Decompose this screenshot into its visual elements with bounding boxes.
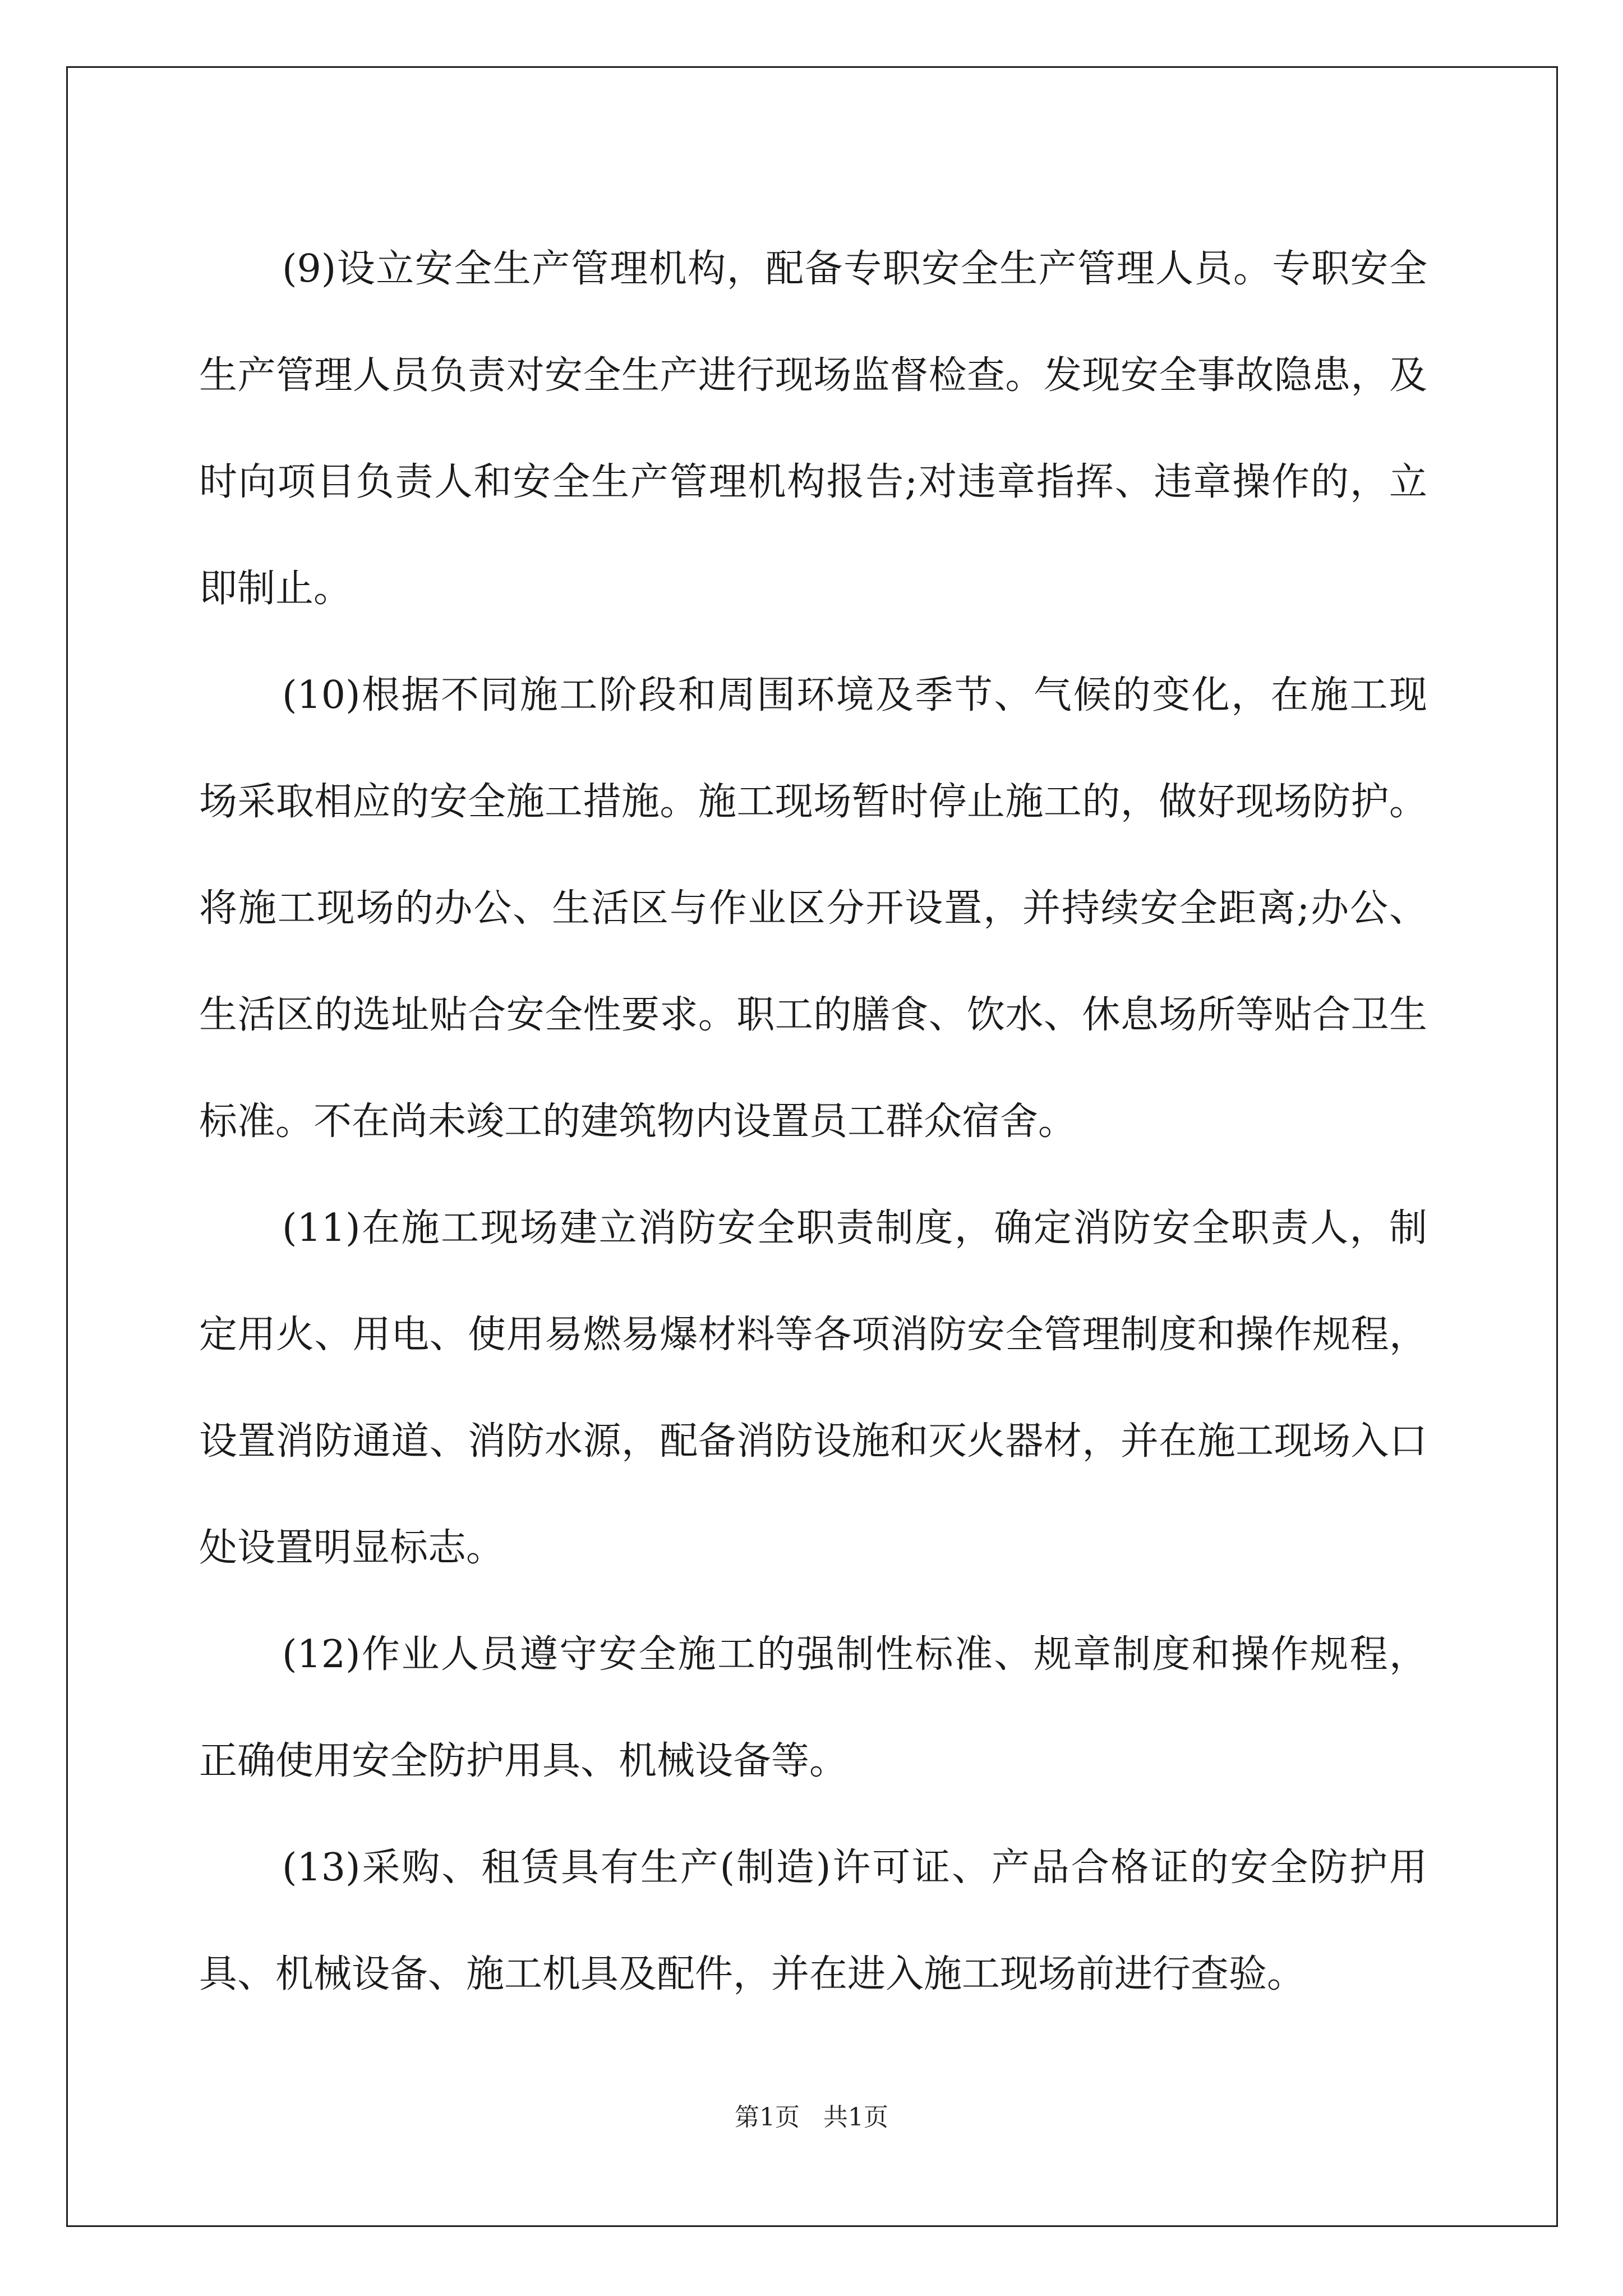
paragraph-12: (12)作业人员遵守安全施工的强制性标准、规章制度和操作规程，正确使用安全防护用具、机械设备等。 <box>199 1632 1427 1783</box>
paragraph-11: (11)在施工现场建立消防安全职责制度，确定消防安全职责人，制定用火、用电、使用易燃易爆材料等各项消防安全管理制度和操作规程，设置消防通道、消防水源，配备消防设施和灭火器材，并在施工现场入口处设置明显标志。 <box>199 1206 1427 1570</box>
document-body <box>199 216 1427 2028</box>
page-number-footer: 第1页 共1页 <box>735 2103 888 2132</box>
paragraph-13: (13)采购、租赁具有生产(制造)许可证、产品合格证的安全防护用具、机械设备、施工机具及配件，并在进入施工现场前进行查验。 <box>199 1846 1427 1996</box>
paragraph-9: (9)设立安全生产管理机构，配备专职安全生产管理人员。专职安全生产管理人员负责对安全生产进行现场监督检查。发现安全事故隐患，及时向项目负责人和安全生产管理机构报告;对违章指挥、违章操作的，立即制止。 <box>199 247 1427 611</box>
paragraph-10: (10)根据不同施工阶段和周围环境及季节、气候的变化，在施工现场采取相应的安全施工措施。施工现场暂时停止施工的，做好现场防护。将施工现场的办公、生活区与作业区分开设置，并持续安全距离;办公、生活区的选址贴合安全性要求。职工的膳食、饮水、休息场所等贴合卫生标准。不在尚未竣工的建筑物内设置员工群众宿舍。 <box>199 673 1427 1144</box>
